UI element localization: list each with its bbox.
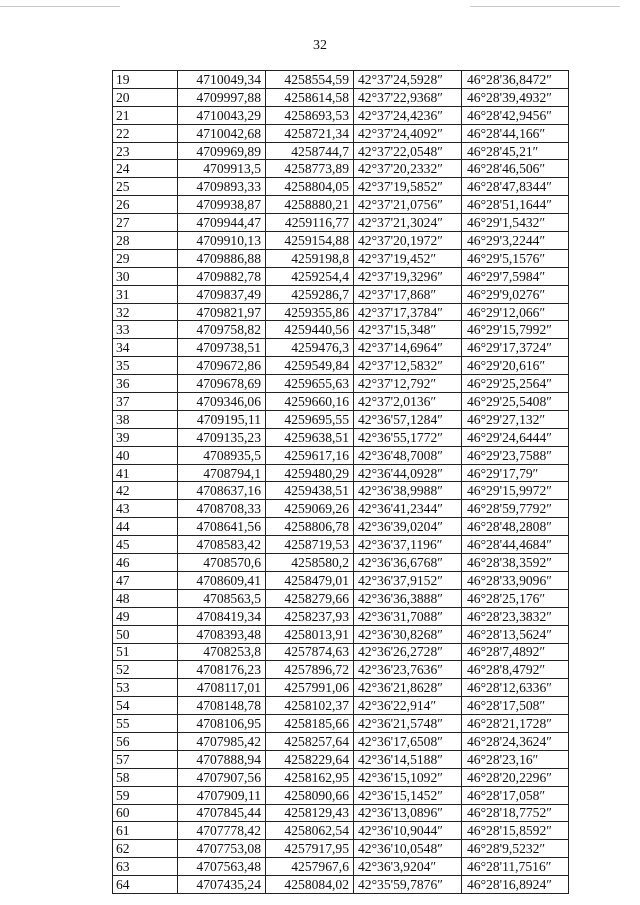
y-coordinate-cell: 4258084,02 — [266, 876, 354, 894]
table-row — [113, 106, 569, 124]
y-coordinate-cell: 4259116,77 — [266, 214, 354, 232]
y-coordinate-cell: 4259549,84 — [266, 357, 354, 375]
point-number-cell: 20 — [113, 88, 178, 106]
longitude-cell: 46°28'39,4932″ — [462, 88, 569, 106]
coordinates-table — [112, 70, 569, 894]
latitude-cell: 42°37'12,5832″ — [354, 357, 462, 375]
y-coordinate-cell: 4259286,7 — [266, 285, 354, 303]
point-number-cell: 32 — [113, 303, 178, 321]
table-row — [113, 446, 569, 464]
point-number-cell: 64 — [113, 876, 178, 894]
point-number-cell: 31 — [113, 285, 178, 303]
latitude-cell: 42°36'31,7088″ — [354, 607, 462, 625]
point-number-cell: 38 — [113, 410, 178, 428]
y-coordinate-cell: 4258721,34 — [266, 124, 354, 142]
latitude-cell: 42°37'20,2332″ — [354, 160, 462, 178]
latitude-cell: 42°35'59,7876″ — [354, 876, 462, 894]
latitude-cell: 42°36'23,7636″ — [354, 661, 462, 679]
x-coordinate-cell: 4709738,51 — [178, 339, 266, 357]
y-coordinate-cell: 4257917,95 — [266, 840, 354, 858]
y-coordinate-cell: 4258880,21 — [266, 196, 354, 214]
y-coordinate-cell: 4258554,59 — [266, 71, 354, 89]
latitude-cell: 42°36'15,1092″ — [354, 768, 462, 786]
y-coordinate-cell: 4259355,86 — [266, 303, 354, 321]
table-row — [113, 303, 569, 321]
longitude-cell: 46°29'17,79″ — [462, 464, 569, 482]
longitude-cell: 46°29'5,1576″ — [462, 249, 569, 267]
longitude-cell: 46°28'21,1728″ — [462, 715, 569, 733]
y-coordinate-cell: 4258279,66 — [266, 589, 354, 607]
latitude-cell: 42°36'15,1452″ — [354, 786, 462, 804]
table-row — [113, 339, 569, 357]
longitude-cell: 46°28'9,5232″ — [462, 840, 569, 858]
longitude-cell: 46°28'59,7792″ — [462, 500, 569, 518]
point-number-cell: 49 — [113, 607, 178, 625]
table-row — [113, 750, 569, 768]
latitude-cell: 42°36'38,9988″ — [354, 482, 462, 500]
latitude-cell: 42°37'22,0548″ — [354, 142, 462, 160]
latitude-cell: 42°36'39,0204″ — [354, 518, 462, 536]
y-coordinate-cell: 4257991,06 — [266, 679, 354, 697]
point-number-cell: 21 — [113, 106, 178, 124]
y-coordinate-cell: 4258185,66 — [266, 715, 354, 733]
y-coordinate-cell: 4258062,54 — [266, 822, 354, 840]
longitude-cell: 46°29'12,066″ — [462, 303, 569, 321]
x-coordinate-cell: 4709913,5 — [178, 160, 266, 178]
y-coordinate-cell: 4259254,4 — [266, 267, 354, 285]
x-coordinate-cell: 4708637,16 — [178, 482, 266, 500]
table-row — [113, 661, 569, 679]
x-coordinate-cell: 4709997,88 — [178, 88, 266, 106]
x-coordinate-cell: 4707778,42 — [178, 822, 266, 840]
longitude-cell: 46°29'20,616″ — [462, 357, 569, 375]
x-coordinate-cell: 4708106,95 — [178, 715, 266, 733]
table-row — [113, 196, 569, 214]
longitude-cell: 46°29'25,5408″ — [462, 393, 569, 411]
y-coordinate-cell: 4259438,51 — [266, 482, 354, 500]
longitude-cell: 46°29'15,9972″ — [462, 482, 569, 500]
table-row — [113, 715, 569, 733]
point-number-cell: 34 — [113, 339, 178, 357]
x-coordinate-cell: 4709969,89 — [178, 142, 266, 160]
point-number-cell: 24 — [113, 160, 178, 178]
longitude-cell: 46°28'15,8592″ — [462, 822, 569, 840]
latitude-cell: 42°36'17,6508″ — [354, 732, 462, 750]
table-row — [113, 840, 569, 858]
longitude-cell: 46°28'33,9096″ — [462, 571, 569, 589]
point-number-cell: 41 — [113, 464, 178, 482]
point-number-cell: 37 — [113, 393, 178, 411]
longitude-cell: 46°28'7,4892″ — [462, 643, 569, 661]
y-coordinate-cell: 4258744,7 — [266, 142, 354, 160]
point-number-cell: 22 — [113, 124, 178, 142]
y-coordinate-cell: 4257874,63 — [266, 643, 354, 661]
table-row — [113, 697, 569, 715]
latitude-cell: 42°36'36,3888″ — [354, 589, 462, 607]
latitude-cell: 42°36'48,7008″ — [354, 446, 462, 464]
longitude-cell: 46°28'8,4792″ — [462, 661, 569, 679]
table-row — [113, 643, 569, 661]
longitude-cell: 46°28'46,506″ — [462, 160, 569, 178]
table-row — [113, 732, 569, 750]
latitude-cell: 42°37'21,0756″ — [354, 196, 462, 214]
x-coordinate-cell: 4709758,82 — [178, 321, 266, 339]
point-number-cell: 56 — [113, 732, 178, 750]
table-row — [113, 589, 569, 607]
longitude-cell: 46°28'38,3592″ — [462, 554, 569, 572]
table-row — [113, 607, 569, 625]
point-number-cell: 25 — [113, 178, 178, 196]
point-number-cell: 42 — [113, 482, 178, 500]
x-coordinate-cell: 4709346,06 — [178, 393, 266, 411]
y-coordinate-cell: 4259617,16 — [266, 446, 354, 464]
y-coordinate-cell: 4258614,58 — [266, 88, 354, 106]
latitude-cell: 42°37'14,6964″ — [354, 339, 462, 357]
table-row — [113, 160, 569, 178]
point-number-cell: 46 — [113, 554, 178, 572]
x-coordinate-cell: 4707845,44 — [178, 804, 266, 822]
table-row — [113, 142, 569, 160]
point-number-cell: 45 — [113, 536, 178, 554]
table-row — [113, 375, 569, 393]
table-row — [113, 536, 569, 554]
latitude-cell: 42°36'44,0928″ — [354, 464, 462, 482]
y-coordinate-cell: 4258237,93 — [266, 607, 354, 625]
x-coordinate-cell: 4707435,24 — [178, 876, 266, 894]
latitude-cell: 42°36'55,1772″ — [354, 428, 462, 446]
y-coordinate-cell: 4259480,29 — [266, 464, 354, 482]
latitude-cell: 42°37'17,3784″ — [354, 303, 462, 321]
longitude-cell: 46°28'51,1644″ — [462, 196, 569, 214]
y-coordinate-cell: 4259069,26 — [266, 500, 354, 518]
point-number-cell: 63 — [113, 858, 178, 876]
longitude-cell: 46°28'20,2296″ — [462, 768, 569, 786]
table-row — [113, 518, 569, 536]
point-number-cell: 61 — [113, 822, 178, 840]
x-coordinate-cell: 4708176,23 — [178, 661, 266, 679]
x-coordinate-cell: 4708794,1 — [178, 464, 266, 482]
latitude-cell: 42°37'19,3296″ — [354, 267, 462, 285]
latitude-cell: 42°37'24,4092″ — [354, 124, 462, 142]
table-row — [113, 214, 569, 232]
table-row — [113, 410, 569, 428]
x-coordinate-cell: 4707909,11 — [178, 786, 266, 804]
y-coordinate-cell: 4258693,53 — [266, 106, 354, 124]
x-coordinate-cell: 4708419,34 — [178, 607, 266, 625]
latitude-cell: 42°36'30,8268″ — [354, 625, 462, 643]
latitude-cell: 42°36'13,0896″ — [354, 804, 462, 822]
x-coordinate-cell: 4709893,33 — [178, 178, 266, 196]
table-row — [113, 428, 569, 446]
table-row — [113, 178, 569, 196]
latitude-cell: 42°37'19,452″ — [354, 249, 462, 267]
point-number-cell: 48 — [113, 589, 178, 607]
longitude-cell: 46°29'25,2564″ — [462, 375, 569, 393]
latitude-cell: 42°37'17,868″ — [354, 285, 462, 303]
point-number-cell: 26 — [113, 196, 178, 214]
point-number-cell: 43 — [113, 500, 178, 518]
point-number-cell: 59 — [113, 786, 178, 804]
x-coordinate-cell: 4708708,33 — [178, 500, 266, 518]
longitude-cell: 46°28'17,058″ — [462, 786, 569, 804]
latitude-cell: 42°37'12,792″ — [354, 375, 462, 393]
y-coordinate-cell: 4257896,72 — [266, 661, 354, 679]
point-number-cell: 29 — [113, 249, 178, 267]
x-coordinate-cell: 4708253,8 — [178, 643, 266, 661]
table-row — [113, 285, 569, 303]
y-coordinate-cell: 4259476,3 — [266, 339, 354, 357]
x-coordinate-cell: 4709672,86 — [178, 357, 266, 375]
latitude-cell: 42°36'10,9044″ — [354, 822, 462, 840]
x-coordinate-cell: 4707563,48 — [178, 858, 266, 876]
latitude-cell: 42°37'15,348″ — [354, 321, 462, 339]
longitude-cell: 46°29'27,132″ — [462, 410, 569, 428]
longitude-cell: 46°28'11,7516″ — [462, 858, 569, 876]
x-coordinate-cell: 4709938,87 — [178, 196, 266, 214]
table-row — [113, 321, 569, 339]
x-coordinate-cell: 4709882,78 — [178, 267, 266, 285]
longitude-cell: 46°28'47,8344″ — [462, 178, 569, 196]
y-coordinate-cell: 4258719,53 — [266, 536, 354, 554]
table-row — [113, 464, 569, 482]
x-coordinate-cell: 4710049,34 — [178, 71, 266, 89]
y-coordinate-cell: 4259655,63 — [266, 375, 354, 393]
point-number-cell: 30 — [113, 267, 178, 285]
x-coordinate-cell: 4710042,68 — [178, 124, 266, 142]
x-coordinate-cell: 4709837,49 — [178, 285, 266, 303]
latitude-cell: 42°36'3,9204″ — [354, 858, 462, 876]
table-row — [113, 858, 569, 876]
longitude-cell: 46°28'44,4684″ — [462, 536, 569, 554]
point-number-cell: 51 — [113, 643, 178, 661]
longitude-cell: 46°28'36,8472″ — [462, 71, 569, 89]
latitude-cell: 42°37'20,1972″ — [354, 232, 462, 250]
x-coordinate-cell: 4708148,78 — [178, 697, 266, 715]
longitude-cell: 46°29'24,6444″ — [462, 428, 569, 446]
y-coordinate-cell: 4259198,8 — [266, 249, 354, 267]
point-number-cell: 23 — [113, 142, 178, 160]
latitude-cell: 42°37'21,3024″ — [354, 214, 462, 232]
scan-artifact-top-left — [0, 6, 120, 7]
x-coordinate-cell: 4707907,56 — [178, 768, 266, 786]
y-coordinate-cell: 4257967,6 — [266, 858, 354, 876]
point-number-cell: 44 — [113, 518, 178, 536]
point-number-cell: 50 — [113, 625, 178, 643]
x-coordinate-cell: 4708935,5 — [178, 446, 266, 464]
longitude-cell: 46°29'9,0276″ — [462, 285, 569, 303]
latitude-cell: 42°37'24,5928″ — [354, 71, 462, 89]
latitude-cell: 42°36'41,2344″ — [354, 500, 462, 518]
latitude-cell: 42°36'37,9152″ — [354, 571, 462, 589]
longitude-cell: 46°29'17,3724″ — [462, 339, 569, 357]
latitude-cell: 42°37'2,0136″ — [354, 393, 462, 411]
x-coordinate-cell: 4709886,88 — [178, 249, 266, 267]
y-coordinate-cell: 4258773,89 — [266, 160, 354, 178]
latitude-cell: 42°36'21,8628″ — [354, 679, 462, 697]
latitude-cell: 42°37'24,4236″ — [354, 106, 462, 124]
y-coordinate-cell: 4259638,51 — [266, 428, 354, 446]
point-number-cell: 52 — [113, 661, 178, 679]
y-coordinate-cell: 4258580,2 — [266, 554, 354, 572]
latitude-cell: 42°36'21,5748″ — [354, 715, 462, 733]
longitude-cell: 46°29'1,5432″ — [462, 214, 569, 232]
latitude-cell: 42°36'26,2728″ — [354, 643, 462, 661]
y-coordinate-cell: 4258229,64 — [266, 750, 354, 768]
coordinates-table-body — [113, 71, 569, 894]
point-number-cell: 57 — [113, 750, 178, 768]
page-number: 32 — [313, 38, 327, 53]
table-row — [113, 249, 569, 267]
point-number-cell: 53 — [113, 679, 178, 697]
table-row — [113, 500, 569, 518]
x-coordinate-cell: 4708563,5 — [178, 589, 266, 607]
longitude-cell: 46°28'48,2808″ — [462, 518, 569, 536]
table-row — [113, 822, 569, 840]
x-coordinate-cell: 4709195,11 — [178, 410, 266, 428]
point-number-cell: 55 — [113, 715, 178, 733]
x-coordinate-cell: 4708583,42 — [178, 536, 266, 554]
table-row — [113, 232, 569, 250]
point-number-cell: 27 — [113, 214, 178, 232]
table-row — [113, 393, 569, 411]
latitude-cell: 42°37'22,9368″ — [354, 88, 462, 106]
y-coordinate-cell: 4258162,95 — [266, 768, 354, 786]
longitude-cell: 46°28'45,21″ — [462, 142, 569, 160]
latitude-cell: 42°36'22,914″ — [354, 697, 462, 715]
point-number-cell: 58 — [113, 768, 178, 786]
x-coordinate-cell: 4708393,48 — [178, 625, 266, 643]
table-row — [113, 768, 569, 786]
longitude-cell: 46°29'7,5984″ — [462, 267, 569, 285]
latitude-cell: 42°36'37,1196″ — [354, 536, 462, 554]
y-coordinate-cell: 4258257,64 — [266, 732, 354, 750]
longitude-cell: 46°28'23,16″ — [462, 750, 569, 768]
table-row — [113, 88, 569, 106]
y-coordinate-cell: 4258102,37 — [266, 697, 354, 715]
x-coordinate-cell: 4709910,13 — [178, 232, 266, 250]
longitude-cell: 46°28'25,176″ — [462, 589, 569, 607]
y-coordinate-cell: 4258479,01 — [266, 571, 354, 589]
point-number-cell: 36 — [113, 375, 178, 393]
point-number-cell: 54 — [113, 697, 178, 715]
point-number-cell: 39 — [113, 428, 178, 446]
longitude-cell: 46°28'18,7752″ — [462, 804, 569, 822]
x-coordinate-cell: 4709944,47 — [178, 214, 266, 232]
table-row — [113, 71, 569, 89]
longitude-cell: 46°29'15,7992″ — [462, 321, 569, 339]
longitude-cell: 46°28'17,508″ — [462, 697, 569, 715]
table-row — [113, 124, 569, 142]
longitude-cell: 46°28'12,6336″ — [462, 679, 569, 697]
y-coordinate-cell: 4258013,91 — [266, 625, 354, 643]
scan-artifact-top-right — [470, 6, 620, 7]
y-coordinate-cell: 4259695,55 — [266, 410, 354, 428]
table-row — [113, 267, 569, 285]
y-coordinate-cell: 4258129,43 — [266, 804, 354, 822]
table-row — [113, 571, 569, 589]
y-coordinate-cell: 4258804,05 — [266, 178, 354, 196]
y-coordinate-cell: 4259154,88 — [266, 232, 354, 250]
y-coordinate-cell: 4259440,56 — [266, 321, 354, 339]
longitude-cell: 46°28'16,8924″ — [462, 876, 569, 894]
point-number-cell: 40 — [113, 446, 178, 464]
table-row — [113, 876, 569, 894]
x-coordinate-cell: 4709821,97 — [178, 303, 266, 321]
x-coordinate-cell: 4709678,69 — [178, 375, 266, 393]
x-coordinate-cell: 4709135,23 — [178, 428, 266, 446]
point-number-cell: 19 — [113, 71, 178, 89]
longitude-cell: 46°28'23,3832″ — [462, 607, 569, 625]
longitude-cell: 46°29'23,7588″ — [462, 446, 569, 464]
longitude-cell: 46°28'13,5624″ — [462, 625, 569, 643]
x-coordinate-cell: 4708609,41 — [178, 571, 266, 589]
latitude-cell: 42°36'10,0548″ — [354, 840, 462, 858]
point-number-cell: 28 — [113, 232, 178, 250]
table-row — [113, 357, 569, 375]
x-coordinate-cell: 4708641,56 — [178, 518, 266, 536]
longitude-cell: 46°28'42,9456″ — [462, 106, 569, 124]
latitude-cell: 42°36'57,1284″ — [354, 410, 462, 428]
longitude-cell: 46°29'3,2244″ — [462, 232, 569, 250]
x-coordinate-cell: 4707888,94 — [178, 750, 266, 768]
table-row — [113, 679, 569, 697]
point-number-cell: 60 — [113, 804, 178, 822]
x-coordinate-cell: 4708570,6 — [178, 554, 266, 572]
longitude-cell: 46°28'24,3624″ — [462, 732, 569, 750]
point-number-cell: 33 — [113, 321, 178, 339]
point-number-cell: 62 — [113, 840, 178, 858]
y-coordinate-cell: 4258090,66 — [266, 786, 354, 804]
table-row — [113, 804, 569, 822]
x-coordinate-cell: 4710043,29 — [178, 106, 266, 124]
y-coordinate-cell: 4258806,78 — [266, 518, 354, 536]
table-row — [113, 554, 569, 572]
table-row — [113, 625, 569, 643]
y-coordinate-cell: 4259660,16 — [266, 393, 354, 411]
latitude-cell: 42°36'14,5188″ — [354, 750, 462, 768]
latitude-cell: 42°37'19,5852″ — [354, 178, 462, 196]
table-row — [113, 786, 569, 804]
x-coordinate-cell: 4707985,42 — [178, 732, 266, 750]
latitude-cell: 42°36'36,6768″ — [354, 554, 462, 572]
point-number-cell: 47 — [113, 571, 178, 589]
point-number-cell: 35 — [113, 357, 178, 375]
longitude-cell: 46°28'44,166″ — [462, 124, 569, 142]
table-row — [113, 482, 569, 500]
x-coordinate-cell: 4708117,01 — [178, 679, 266, 697]
x-coordinate-cell: 4707753,08 — [178, 840, 266, 858]
